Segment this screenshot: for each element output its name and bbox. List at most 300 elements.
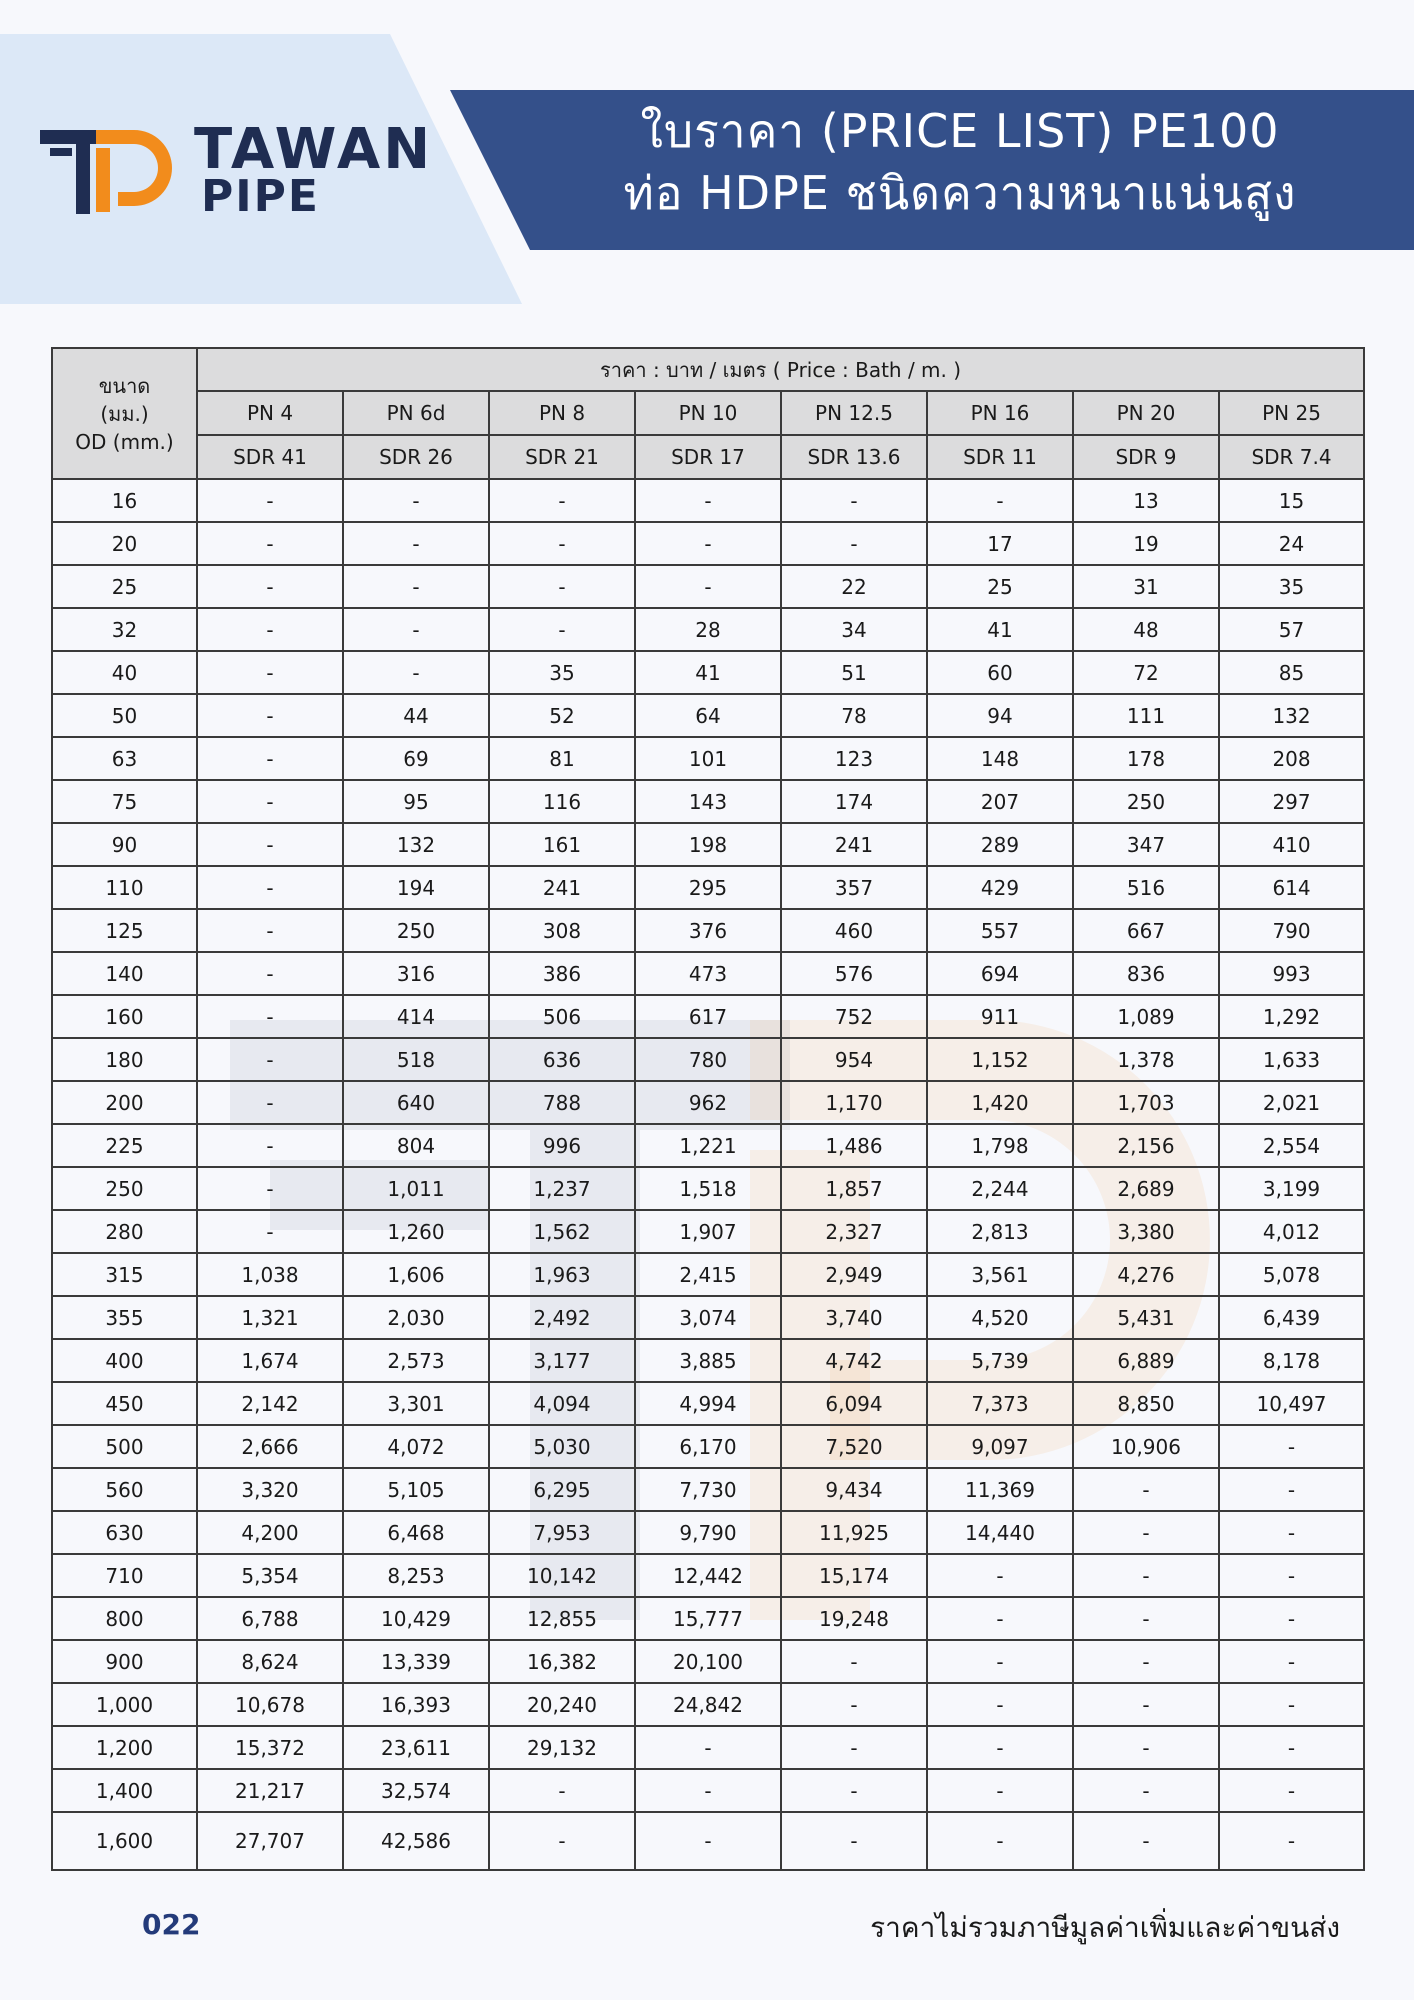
price-cell: 32,574 [343,1769,489,1812]
price-cell: 143 [635,780,781,823]
size-cell: 90 [52,823,197,866]
price-cell: 23,611 [343,1726,489,1769]
price-cell: - [635,1812,781,1870]
price-cell: 6,170 [635,1425,781,1468]
price-cell: 9,434 [781,1468,927,1511]
tp-logo-icon [38,124,188,224]
price-cell: 4,520 [927,1296,1073,1339]
price-cell: 123 [781,737,927,780]
price-cell: 14,440 [927,1511,1073,1554]
price-cell: 20,100 [635,1640,781,1683]
price-cell: 27,707 [197,1812,343,1870]
price-cell: 3,380 [1073,1210,1219,1253]
price-cell: 752 [781,995,927,1038]
price-cell: - [781,479,927,522]
price-cell: - [781,1812,927,1870]
price-cell: - [197,909,343,952]
price-cell: 52 [489,694,635,737]
price-cell: 241 [781,823,927,866]
price-cell: 2,689 [1073,1167,1219,1210]
size-cell: 500 [52,1425,197,1468]
size-cell: 1,400 [52,1769,197,1812]
pn-header: PN 10 [635,391,781,435]
price-cell: - [1219,1597,1364,1640]
price-cell: - [489,522,635,565]
price-cell: 198 [635,823,781,866]
price-cell: 78 [781,694,927,737]
price-cell: - [781,1683,927,1726]
logo-text-tawan: TAWAN [194,117,434,182]
pn-header: PN 20 [1073,391,1219,435]
price-cell: 60 [927,651,1073,694]
size-cell: 140 [52,952,197,995]
price-cell: - [343,479,489,522]
price-cell: 2,492 [489,1296,635,1339]
price-cell: - [1073,1511,1219,1554]
price-cell: 1,674 [197,1339,343,1382]
price-cell: 5,739 [927,1339,1073,1382]
size-column-header [52,348,197,479]
price-cell: 640 [343,1081,489,1124]
price-cell: 15,372 [197,1726,343,1769]
price-cell: - [489,1769,635,1812]
price-cell: - [1073,1726,1219,1769]
price-cell: 6,094 [781,1382,927,1425]
sdr-header: SDR 11 [927,435,1073,479]
price-cell: 460 [781,909,927,952]
price-cell: 3,885 [635,1339,781,1382]
price-cell: 20,240 [489,1683,635,1726]
price-cell: 19,248 [781,1597,927,1640]
price-cell: 4,200 [197,1511,343,1554]
price-cell: 31 [1073,565,1219,608]
price-cell: 617 [635,995,781,1038]
size-cell: 110 [52,866,197,909]
price-cell: 10,906 [1073,1425,1219,1468]
price-cell: 4,742 [781,1339,927,1382]
price-cell: 1,907 [635,1210,781,1253]
price-cell: - [927,1554,1073,1597]
price-cell: 51 [781,651,927,694]
price-cell: 8,850 [1073,1382,1219,1425]
size-cell: 560 [52,1468,197,1511]
price-cell: 13,339 [343,1640,489,1683]
price-cell: 2,666 [197,1425,343,1468]
price-cell: 41 [635,651,781,694]
price-cell: 250 [1073,780,1219,823]
price-cell: - [197,1210,343,1253]
title-line-1: ใบราคา (PRICE LIST) PE100 [640,104,1280,158]
page-number: 022 [142,1908,201,1941]
price-cell: 10,497 [1219,1382,1364,1425]
price-cell: 2,327 [781,1210,927,1253]
price-cell: 10,142 [489,1554,635,1597]
price-cell: 81 [489,737,635,780]
table-row [52,780,1364,823]
size-cell: 75 [52,780,197,823]
price-cell: - [197,1124,343,1167]
price-cell: - [197,522,343,565]
price-cell: 9,790 [635,1511,781,1554]
price-cell: 10,429 [343,1597,489,1640]
size-cell: 20 [52,522,197,565]
price-table-body [52,479,1364,1870]
price-cell: 8,253 [343,1554,489,1597]
logo-text-pipe: PIPE [201,171,320,222]
price-cell: - [197,651,343,694]
price-cell: 1,633 [1219,1038,1364,1081]
price-cell: 15,174 [781,1554,927,1597]
size-cell: 450 [52,1382,197,1425]
price-cell: 21,217 [197,1769,343,1812]
price-cell: 576 [781,952,927,995]
price-cell: 1,170 [781,1081,927,1124]
price-cell: 16,382 [489,1640,635,1683]
price-cell: 29,132 [489,1726,635,1769]
size-cell: 710 [52,1554,197,1597]
price-cell: 996 [489,1124,635,1167]
table-row [52,1812,1364,1870]
price-cell: 694 [927,952,1073,995]
price-cell: - [343,608,489,651]
table-row [52,1124,1364,1167]
price-cell: 35 [1219,565,1364,608]
price-cell: 1,221 [635,1124,781,1167]
price-cell: 12,442 [635,1554,781,1597]
size-cell: 32 [52,608,197,651]
size-cell: 1,000 [52,1683,197,1726]
price-cell: 85 [1219,651,1364,694]
price-cell: 2,415 [635,1253,781,1296]
price-cell: 148 [927,737,1073,780]
size-cell: 900 [52,1640,197,1683]
price-note: ราคาไม่รวมภาษีมูลค่าเพิ่มและค่าขนส่ง [870,1911,1340,1944]
price-cell: - [197,608,343,651]
price-cell: 5,105 [343,1468,489,1511]
price-cell: - [1073,1468,1219,1511]
price-cell: - [781,1640,927,1683]
price-cell: 4,994 [635,1382,781,1425]
price-cell: 2,030 [343,1296,489,1339]
table-row [52,608,1364,651]
price-cell: 44 [343,694,489,737]
price-cell: - [197,694,343,737]
pn-header: PN 16 [927,391,1073,435]
price-cell: 516 [1073,866,1219,909]
size-cell: 1,600 [52,1812,197,1870]
price-cell: 241 [489,866,635,909]
price-cell: - [197,1038,343,1081]
price-unit-caption: ราคา : บาท / เมตร ( Price : Bath / m. ) [197,348,1364,391]
pn-header-row [52,391,1364,435]
table-row [52,1253,1364,1296]
size-cell: 16 [52,479,197,522]
price-cell: 780 [635,1038,781,1081]
pn-header: PN 8 [489,391,635,435]
sdr-header: SDR 9 [1073,435,1219,479]
price-cell: 962 [635,1081,781,1124]
price-cell: - [1219,1683,1364,1726]
price-cell: 788 [489,1081,635,1124]
table-row [52,952,1364,995]
table-row [52,823,1364,866]
price-cell: - [197,780,343,823]
sdr-header: SDR 7.4 [1219,435,1364,479]
table-row [52,737,1364,780]
price-table [51,347,1365,1871]
price-cell: 250 [343,909,489,952]
price-cell: - [197,1167,343,1210]
price-cell: 1,420 [927,1081,1073,1124]
price-cell: 178 [1073,737,1219,780]
price-cell: 15,777 [635,1597,781,1640]
pn-header: PN 25 [1219,391,1364,435]
price-cell: 24 [1219,522,1364,565]
table-row [52,1167,1364,1210]
size-cell: 225 [52,1124,197,1167]
table-row [52,1769,1364,1812]
price-cell: 24,842 [635,1683,781,1726]
price-cell: 101 [635,737,781,780]
table-row [52,1210,1364,1253]
price-cell: 414 [343,995,489,1038]
size-cell: 25 [52,565,197,608]
price-cell: 5,431 [1073,1296,1219,1339]
price-cell: 1,486 [781,1124,927,1167]
price-cell: 347 [1073,823,1219,866]
price-cell: 1,963 [489,1253,635,1296]
price-cell: - [635,1726,781,1769]
price-cell: 4,094 [489,1382,635,1425]
price-cell: - [197,737,343,780]
price-cell: 636 [489,1038,635,1081]
price-cell: 506 [489,995,635,1038]
price-cell: 13 [1073,479,1219,522]
price-cell: 7,520 [781,1425,927,1468]
size-cell: 200 [52,1081,197,1124]
pn-header: PN 12.5 [781,391,927,435]
price-cell: 10,678 [197,1683,343,1726]
sdr-header: SDR 26 [343,435,489,479]
price-cell: 790 [1219,909,1364,952]
price-cell: 1,562 [489,1210,635,1253]
price-cell: 3,320 [197,1468,343,1511]
price-cell: 94 [927,694,1073,737]
price-cell: 316 [343,952,489,995]
table-row [52,1726,1364,1769]
table-row [52,995,1364,1038]
price-cell: 64 [635,694,781,737]
price-cell: 1,089 [1073,995,1219,1038]
price-cell: - [343,565,489,608]
price-cell: 2,142 [197,1382,343,1425]
price-cell: 1,152 [927,1038,1073,1081]
price-cell: 19 [1073,522,1219,565]
price-cell: 2,156 [1073,1124,1219,1167]
price-cell: - [927,1769,1073,1812]
price-cell: - [927,1640,1073,1683]
price-cell: 16,393 [343,1683,489,1726]
price-cell: 48 [1073,608,1219,651]
price-cell: 1,292 [1219,995,1364,1038]
price-cell: 57 [1219,608,1364,651]
table-row [52,1683,1364,1726]
price-cell: - [1219,1468,1364,1511]
price-cell: - [489,1812,635,1870]
price-cell: 5,030 [489,1425,635,1468]
price-cell: - [1219,1769,1364,1812]
size-cell: 125 [52,909,197,952]
size-cell: 50 [52,694,197,737]
price-cell: 194 [343,866,489,909]
price-cell: 376 [635,909,781,952]
price-cell: 804 [343,1124,489,1167]
price-cell: - [781,1769,927,1812]
price-cell: 41 [927,608,1073,651]
price-cell: - [927,1683,1073,1726]
price-cell: - [343,522,489,565]
price-cell: - [1219,1425,1364,1468]
table-row [52,1382,1364,1425]
price-cell: - [1219,1554,1364,1597]
price-cell: 72 [1073,651,1219,694]
price-cell: 6,889 [1073,1339,1219,1382]
table-row [52,1339,1364,1382]
size-label-od: OD (mm.) [75,429,174,454]
price-cell: 993 [1219,952,1364,995]
page-title [560,100,1360,240]
price-cell: 289 [927,823,1073,866]
price-cell: - [197,866,343,909]
price-cell: 3,177 [489,1339,635,1382]
price-cell: 473 [635,952,781,995]
table-row [52,866,1364,909]
price-cell: - [1073,1769,1219,1812]
sdr-header-row [52,435,1364,479]
price-cell: - [1219,1511,1364,1554]
price-cell: 5,354 [197,1554,343,1597]
size-cell: 250 [52,1167,197,1210]
table-row [52,1554,1364,1597]
size-cell: 630 [52,1511,197,1554]
table-row [52,1640,1364,1683]
price-cell: 911 [927,995,1073,1038]
price-cell: 836 [1073,952,1219,995]
price-cell: 6,468 [343,1511,489,1554]
price-cell: 2,949 [781,1253,927,1296]
size-cell: 160 [52,995,197,1038]
price-cell: 208 [1219,737,1364,780]
price-cell: 5,078 [1219,1253,1364,1296]
table-row [52,1468,1364,1511]
price-cell: 9,097 [927,1425,1073,1468]
price-cell: - [1073,1554,1219,1597]
price-cell: 1,237 [489,1167,635,1210]
price-cell: 17 [927,522,1073,565]
size-cell: 400 [52,1339,197,1382]
price-cell: 132 [1219,694,1364,737]
price-cell: 11,369 [927,1468,1073,1511]
price-cell: - [197,952,343,995]
table-row [52,522,1364,565]
table-row [52,694,1364,737]
price-cell: 295 [635,866,781,909]
price-cell: 1,798 [927,1124,1073,1167]
price-cell: - [1219,1726,1364,1769]
price-cell: - [927,1597,1073,1640]
price-cell: 429 [927,866,1073,909]
table-row [52,565,1364,608]
table-row [52,1597,1364,1640]
price-cell: - [635,1769,781,1812]
price-cell: 34 [781,608,927,651]
price-cell: 11,925 [781,1511,927,1554]
pn-header: PN 6d [343,391,489,435]
price-cell: - [489,608,635,651]
table-row [52,1425,1364,1468]
price-cell: 667 [1073,909,1219,952]
price-cell: 22 [781,565,927,608]
price-cell: 2,244 [927,1167,1073,1210]
price-cell: 4,072 [343,1425,489,1468]
price-cell: 111 [1073,694,1219,737]
price-cell: 3,199 [1219,1167,1364,1210]
price-cell: - [197,1081,343,1124]
price-cell: 2,573 [343,1339,489,1382]
price-cell: 42,586 [343,1812,489,1870]
price-cell: 1,703 [1073,1081,1219,1124]
sdr-header: SDR 21 [489,435,635,479]
price-cell: 386 [489,952,635,995]
price-cell: 6,439 [1219,1296,1364,1339]
size-cell: 63 [52,737,197,780]
price-cell: - [781,1726,927,1769]
price-cell: 8,624 [197,1640,343,1683]
price-cell: 132 [343,823,489,866]
price-cell: - [1073,1812,1219,1870]
price-cell: 15 [1219,479,1364,522]
price-cell: - [781,522,927,565]
price-cell: 2,813 [927,1210,1073,1253]
price-cell: 161 [489,823,635,866]
size-cell: 40 [52,651,197,694]
size-label-thai: ขนาด [98,373,151,398]
table-row [52,1038,1364,1081]
pn-header: PN 4 [197,391,343,435]
table-row [52,1081,1364,1124]
price-cell: 95 [343,780,489,823]
tawan-pipe-logo [38,117,434,222]
price-cell: 1,260 [343,1210,489,1253]
price-cell: 6,788 [197,1597,343,1640]
price-cell: 3,561 [927,1253,1073,1296]
price-cell: 1,518 [635,1167,781,1210]
table-row [52,1296,1364,1339]
price-cell: 6,295 [489,1468,635,1511]
price-cell: - [635,479,781,522]
price-cell: - [927,1726,1073,1769]
price-cell: 1,038 [197,1253,343,1296]
size-cell: 355 [52,1296,197,1339]
price-cell: - [197,823,343,866]
title-line-2: ท่อ HDPE ชนิดความหนาแน่นสูง [623,166,1297,220]
price-cell: - [635,565,781,608]
price-cell: 954 [781,1038,927,1081]
price-cell: 2,554 [1219,1124,1364,1167]
price-cell: 8,178 [1219,1339,1364,1382]
price-cell: - [927,1812,1073,1870]
sdr-header: SDR 13.6 [781,435,927,479]
